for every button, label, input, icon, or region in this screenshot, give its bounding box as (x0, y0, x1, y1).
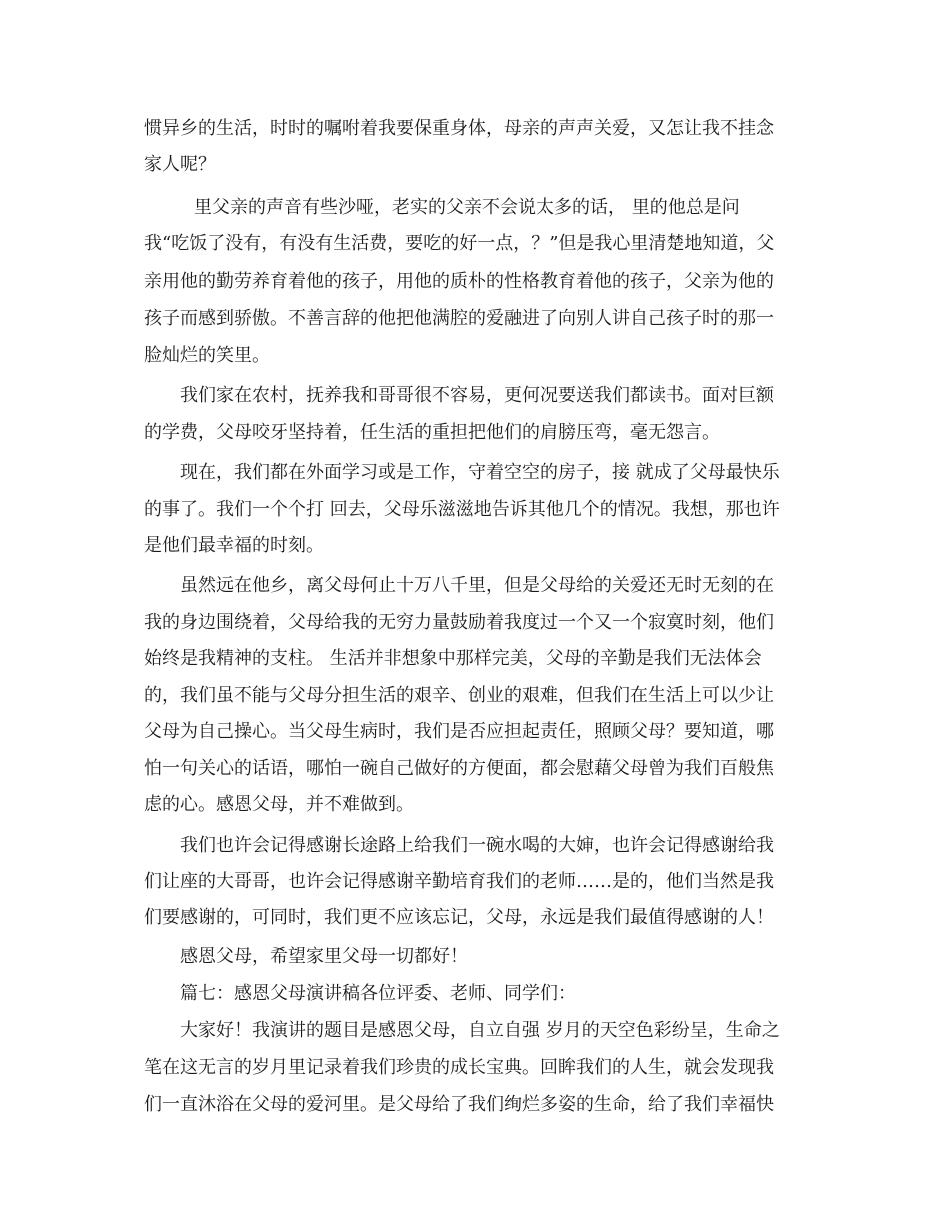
text-line: 我“吃饭了没有，有没有生活费，要吃的好一点，？”但是我心里清楚地知道，父 (144, 233, 775, 254)
text-line: 们一直沐浴在父母的爱河里。是父母给了我们绚烂多姿的生命，给了我们幸福快 (144, 1094, 774, 1115)
text-line: 始终是我精神的支柱。 生活并非想象中那样完美，父母的辛勤是我们无法体会 (144, 648, 762, 669)
text-line: 大家好！我演讲的题目是感恩父母，自立自强 岁月的天空色彩纷呈，生命之 (180, 1020, 780, 1041)
text-line: 是他们最幸福的时刻。 (144, 535, 324, 556)
text-line: 亲用他的勤劳养育着他的孩子，用他的质朴的性格教育着他的孩子，父亲为他的 (144, 271, 774, 292)
text-line: 感恩父母，希望家里父母一切都好！ (180, 946, 468, 967)
text-line: 虽然远在他乡，离父母何止十万八千里，但是父母给的关爱还无时无刻的在 (180, 575, 774, 596)
text-line: 父母为自己操心。当父母生病时，我们是否应担起责任，照顾父母？要知道，哪 (144, 721, 774, 742)
text-line: 里父亲的声音有些沙哑，老实的父亲不会说太多的话， 里的他总是问 (194, 197, 740, 218)
text-line: 惯异乡的生活，时时的嘱咐着我要保重身体，母亲的声声关爱，又怎让我不挂念 (144, 118, 774, 139)
text-line: 现在，我们都在外面学习或是工作，守着空空的房子，接 就成了父母最快乐 (180, 462, 780, 483)
text-line: 笔在这无言的岁月里记录着我们珍贵的成长宝典。回眸我们的人生，就会发现我 (144, 1057, 774, 1078)
text-line: 们要感谢的，可同时，我们更不应该忘记，父母，永远是我们最值得感谢的人！ (144, 907, 774, 928)
text-line: 虑的心。感恩父母，并不难做到。 (144, 794, 414, 815)
text-line: 我的身边围绕着，父母给我的无穷力量鼓励着我度过一个又一个寂寞时刻，他们 (144, 612, 774, 633)
text-line: 的，我们虽不能与父母分担生活的艰辛、创业的艰难，但我们在生活上可以少让 (144, 685, 774, 706)
text-line: 脸灿烂的笑里。 (144, 345, 270, 366)
text-line: 孩子而感到骄傲。不善言辞的他把他满腔的爱融进了向别人讲自己孩子时的那一 (144, 308, 774, 329)
text-line: 我们家在农村，抚养我和哥哥很不容易，更何况要送我们都读书。面对巨额 (180, 385, 774, 406)
text-line: 怕一句关心的话语，哪怕一碗自己做好的方便面，都会慰藉父母曾为我们百般焦 (144, 758, 774, 779)
text-line: 们让座的大哥哥，也许会记得感谢辛勤培育我们的老师……是的，他们当然是我 (144, 871, 774, 892)
text-line: 的学费，父母咬牙坚持着，任生活的重担把他们的肩膀压弯，毫无怨言。 (144, 422, 720, 443)
text-line: 的事了。我们一个个打 回去，父母乐滋滋地告诉其他几个的情况。我想，那也许 (144, 499, 780, 520)
text-line: 家人呢？ (144, 154, 216, 175)
text-line: 篇七：感恩父母演讲稿各位评委、老师、同学们： (180, 983, 576, 1004)
text-line: 我们也许会记得感谢长途路上给我们一碗水喝的大婶，也许会记得感谢给我 (180, 835, 774, 856)
